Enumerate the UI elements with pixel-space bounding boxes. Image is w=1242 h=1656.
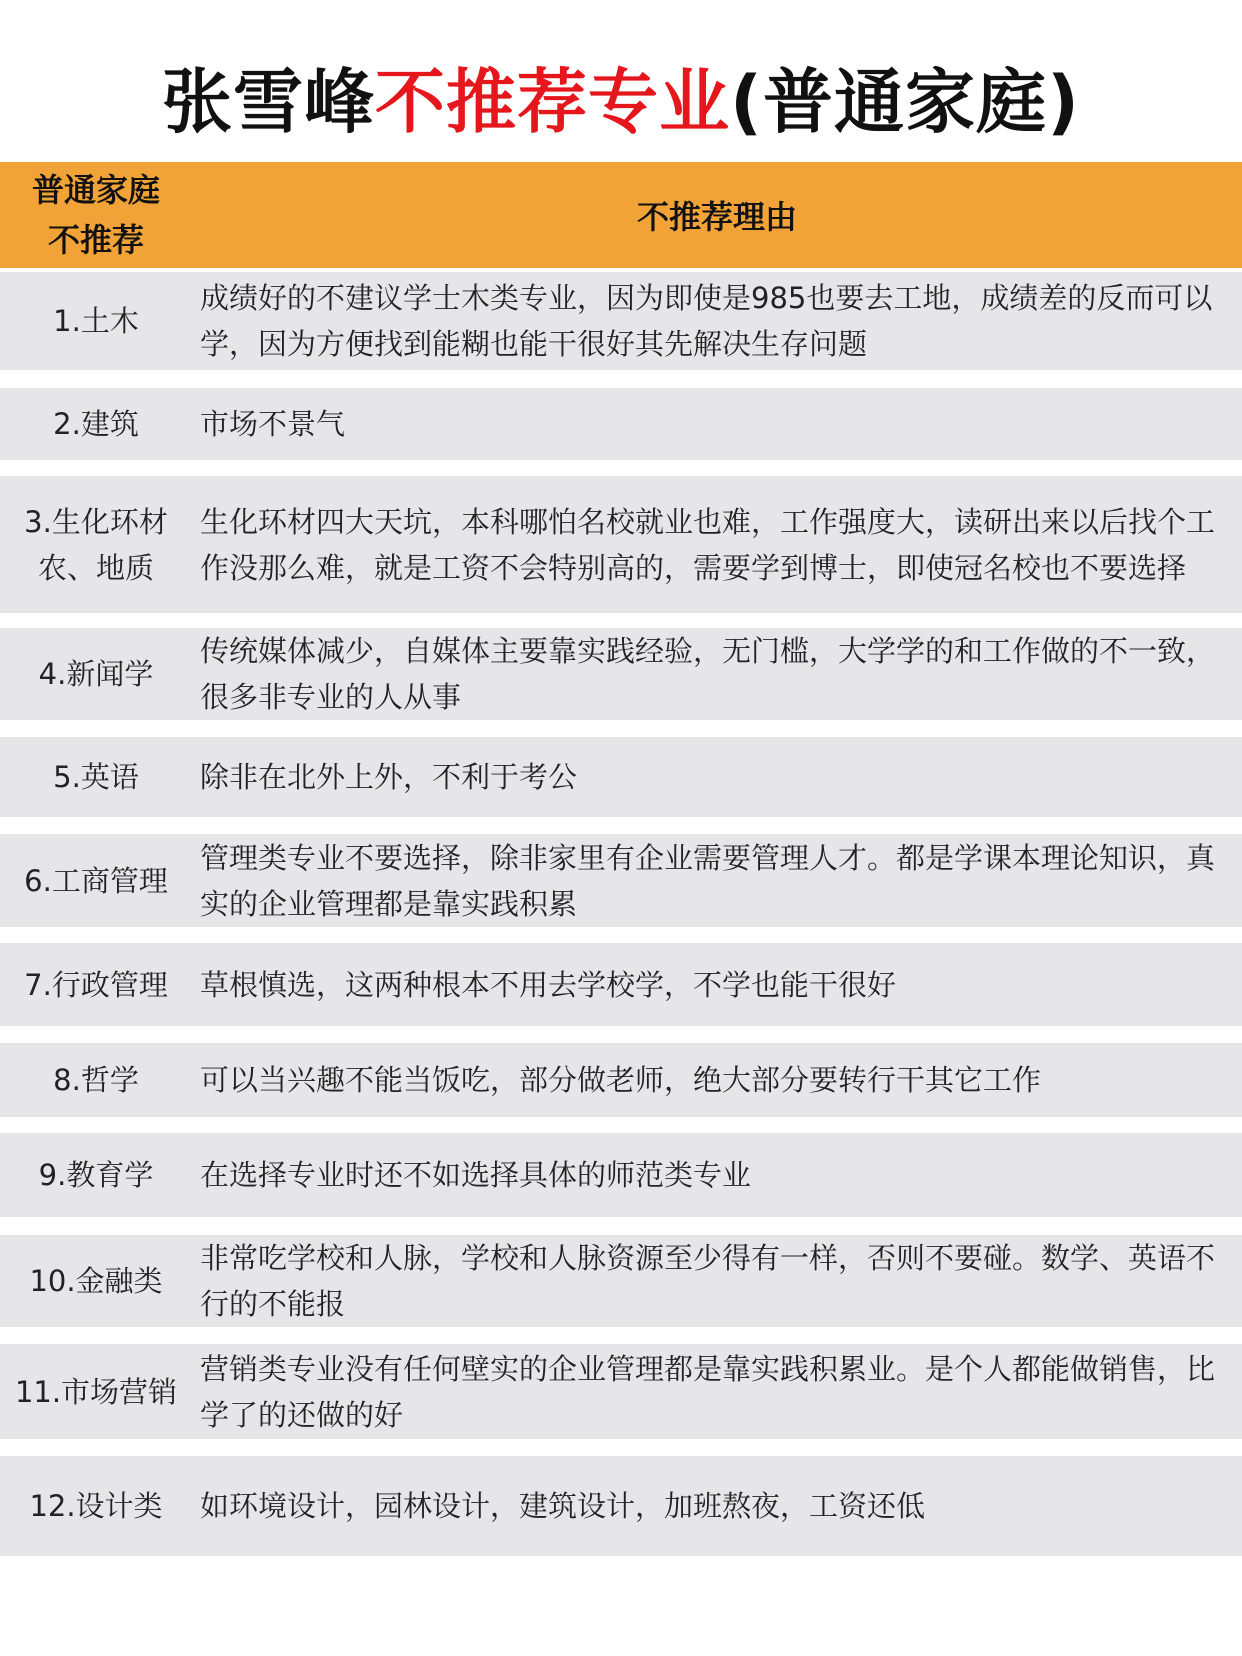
reason-text: 可以当兴趣不能当饭吃，部分做老师，绝大部分要转行干其它工作 — [200, 1063, 1042, 1097]
major-name: 6.工商管理 — [24, 863, 168, 898]
table-row — [0, 272, 1242, 370]
major-name: 2.建筑 — [53, 407, 139, 441]
title-highlight: 不推荐专业 — [375, 61, 730, 143]
table-row — [0, 1344, 1242, 1439]
reason-text: 传统媒体减少，自媒体主要靠实践经验，无门槛，大学学的和工作做的不一致，很多非专业的人从事 — [200, 634, 1216, 714]
major-name: 1.土木 — [53, 304, 139, 338]
header-reason-column: 不推荐理由 — [636, 198, 797, 236]
table-row — [0, 1456, 1242, 1556]
table-row — [0, 388, 1242, 460]
title-name: 张雪峰 — [162, 61, 375, 143]
reason-text: 管理类专业不要选择，除非家里有企业需要管理人才。都是学课本理论知识，真实的企业管理都是靠实践积累 — [200, 840, 1216, 921]
table-row — [0, 1043, 1242, 1117]
major-name: 10.金融类 — [29, 1264, 163, 1298]
table-row — [0, 943, 1242, 1026]
major-name: 4.新闻学 — [38, 657, 154, 691]
reason-text: 在选择专业时还不如选择具体的师范类专业 — [200, 1158, 752, 1192]
page-title — [0, 52, 1242, 152]
table-header — [0, 162, 1242, 268]
table-row — [0, 1235, 1242, 1327]
reason-text: 生化环材四大天坑，本科哪怕名校就业也难，工作强度大，读研出来以后找个工作没那么难，就是工资不会特别高的，需要学到博士，即使冠名校也不要选择 — [200, 504, 1216, 585]
reason-text: 草根慎选，这两种根本不用去学校学，不学也能干很好 — [200, 967, 897, 1002]
title-suffix: (普通家庭) — [730, 61, 1080, 143]
major-name: 9.教育学 — [38, 1158, 154, 1192]
header-major-column: 普通家庭 不推荐 — [31, 171, 160, 259]
table-row — [0, 628, 1242, 720]
major-name: 12.设计类 — [29, 1489, 163, 1523]
reason-text: 成绩好的不建议学士木类专业，因为即使是985也要去工地，成绩差的反而可以学，因为方便找到能糊也能干很好其先解决生存问题 — [200, 281, 1213, 361]
table-row — [0, 834, 1242, 927]
major-name: 5.英语 — [53, 760, 139, 794]
table-row — [0, 476, 1242, 613]
major-name: 11.市场营销 — [14, 1374, 178, 1409]
major-name: 3.生化环材 农、地质 — [24, 504, 168, 585]
major-name: 8.哲学 — [53, 1063, 139, 1097]
reason-text: 市场不景气 — [200, 407, 346, 441]
table-row — [0, 737, 1242, 817]
reason-text: 非常吃学校和人脉，学校和人脉资源至少得有一样，否则不要碰。数学、英语不行的不能报 — [200, 1241, 1216, 1321]
reason-text: 除非在北外上外，不利于考公 — [200, 760, 578, 794]
reason-text: 如环境设计，园林设计，建筑设计，加班熬夜，工资还低 — [200, 1489, 926, 1523]
table-row — [0, 1133, 1242, 1217]
major-name: 7.行政管理 — [24, 967, 168, 1002]
reason-text: 营销类专业没有任何壁实的企业管理都是靠实践积累业。是个人都能做销售，比学了的还做的好 — [200, 1351, 1216, 1432]
